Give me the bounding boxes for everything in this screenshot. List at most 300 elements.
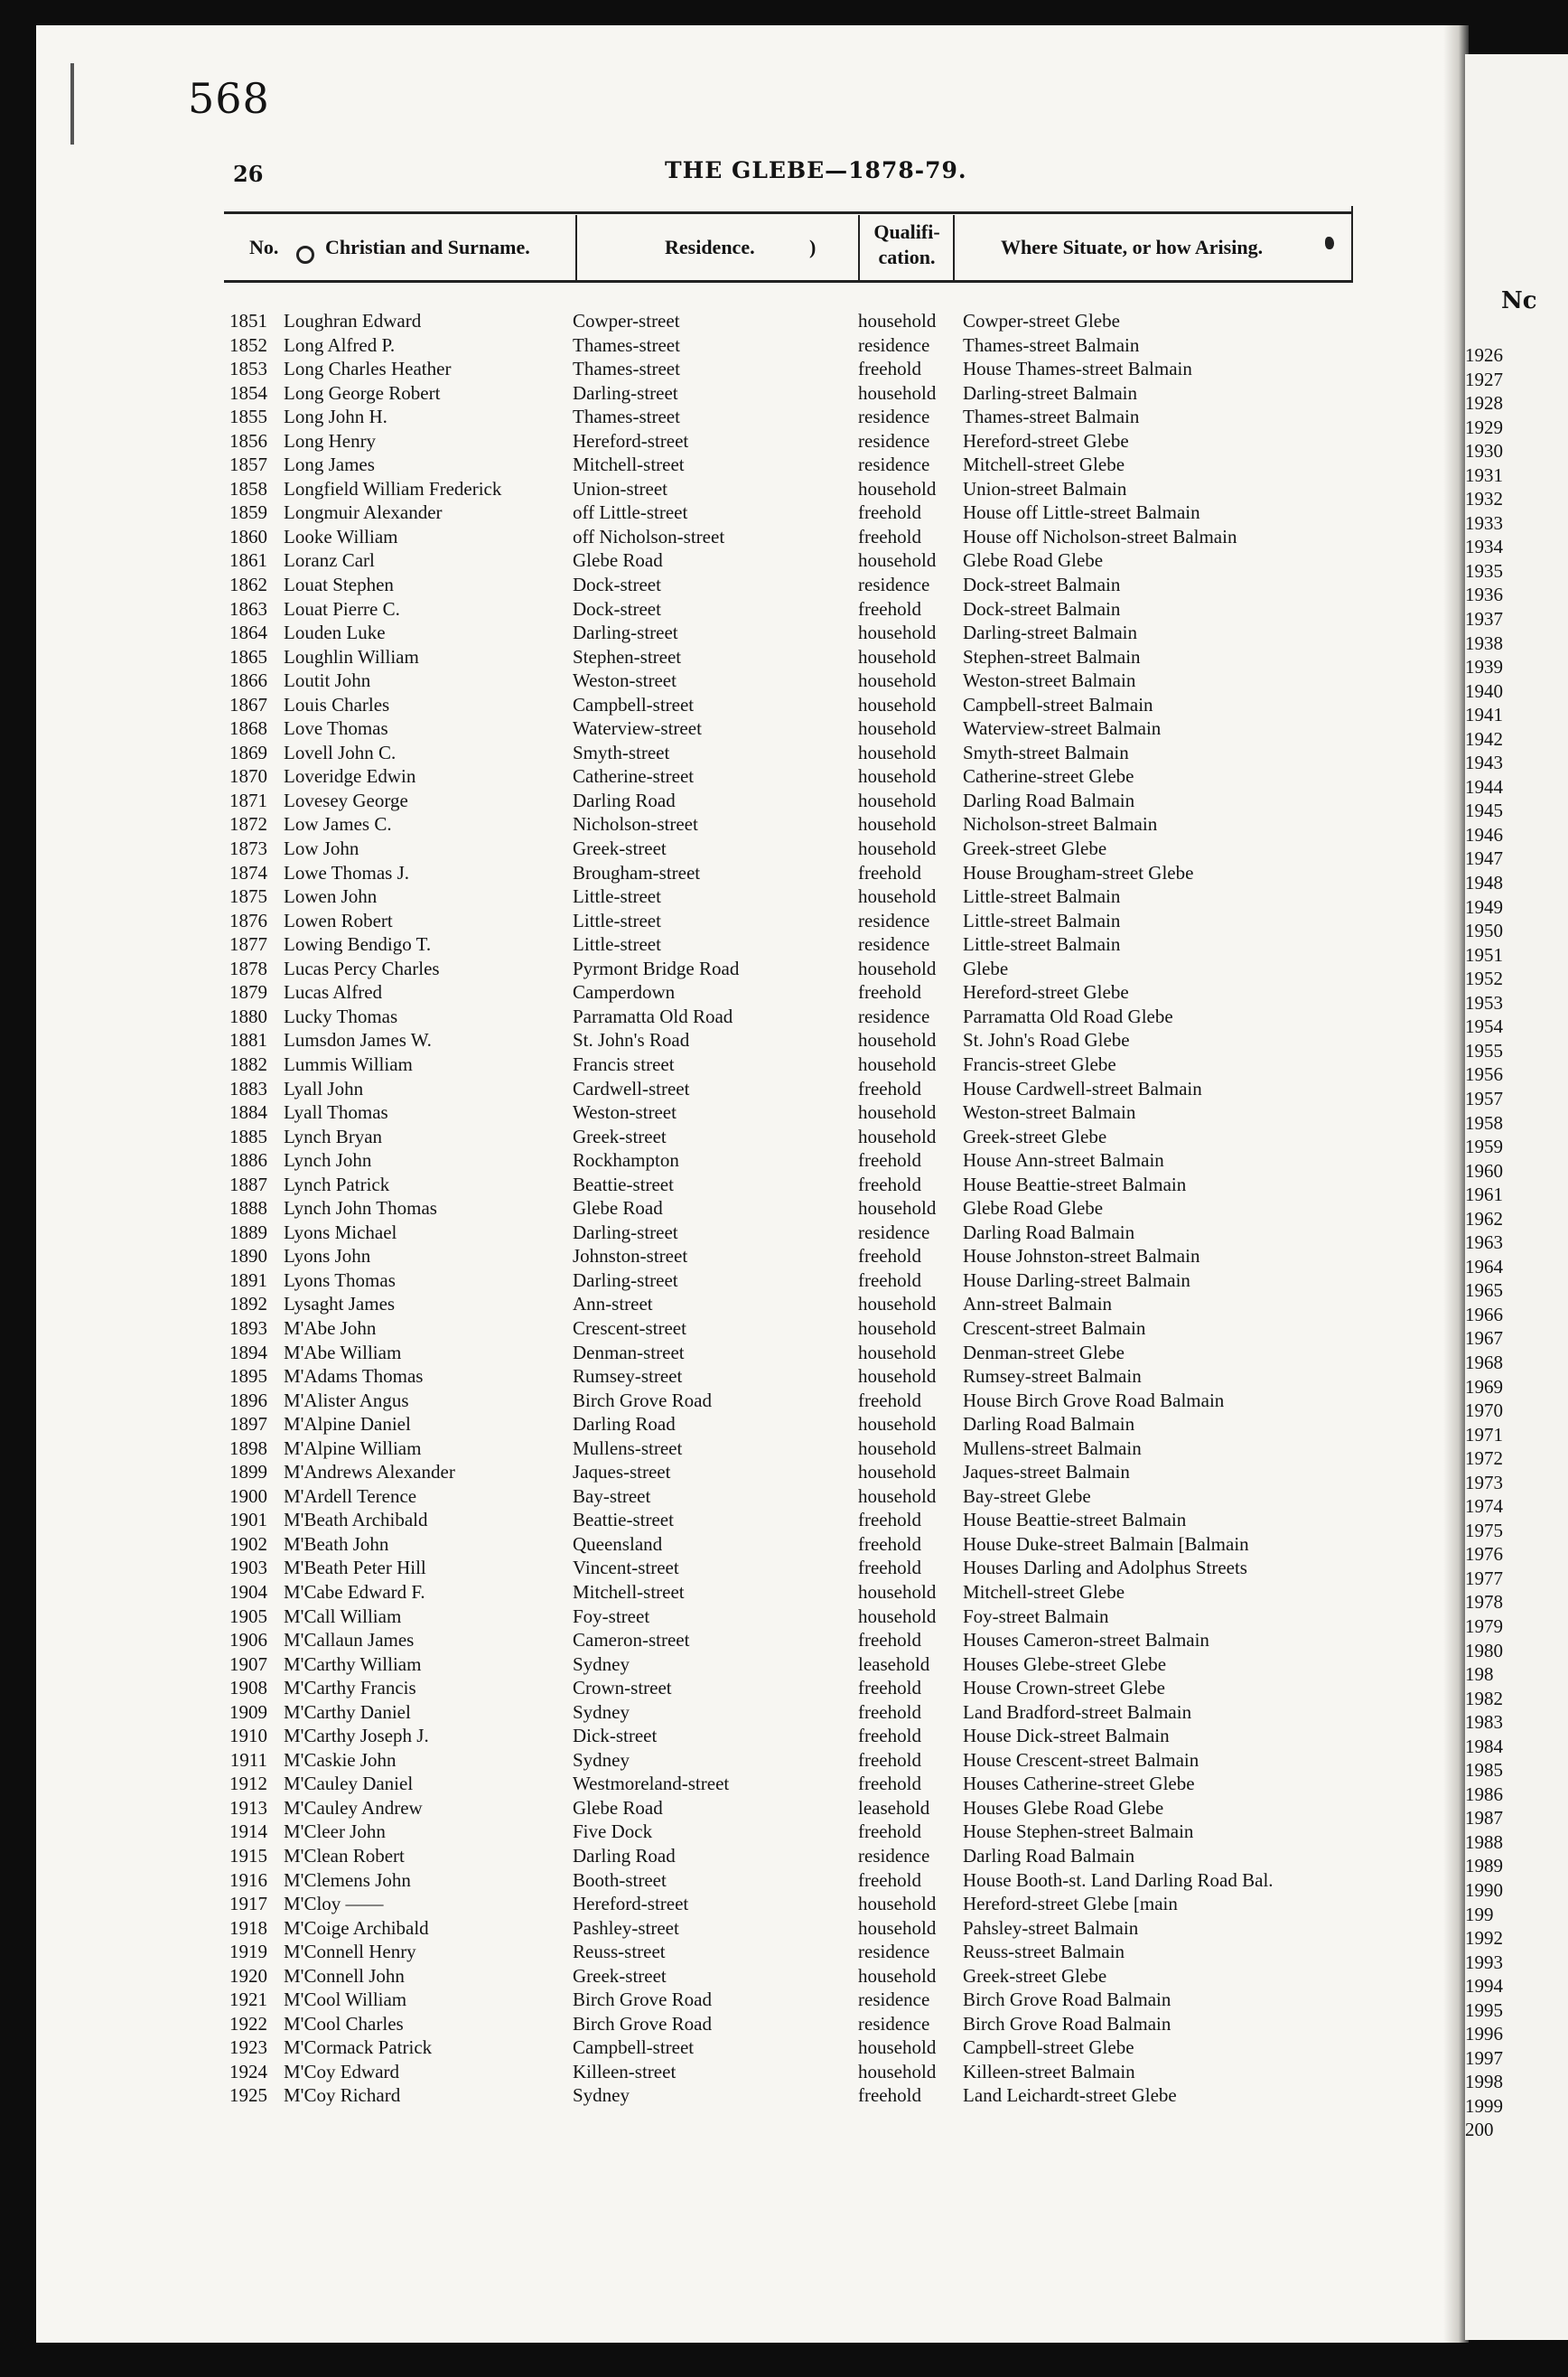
entry-where-situate: House Birch Grove Road Balmain xyxy=(963,1389,1225,1411)
entry-name: Lynch John xyxy=(284,1149,372,1172)
entry-name: M'Cool William xyxy=(284,1989,407,2011)
entry-qualification: household xyxy=(858,1341,937,1363)
entry-number: 1881 xyxy=(229,1029,267,1052)
entry-name: Lucas Percy Charles xyxy=(284,957,440,979)
table-row xyxy=(208,669,1418,693)
entry-qualification: household xyxy=(858,1316,937,1339)
next-page-entry-number: 198 xyxy=(1465,1663,1494,1686)
next-page-entry-number: 1999 xyxy=(1465,2094,1503,2117)
entry-residence: Mitchell-street xyxy=(573,454,685,476)
next-page-edge xyxy=(1465,54,1568,2340)
next-page-entry-number: 1961 xyxy=(1465,1184,1503,1206)
ink-mark xyxy=(296,246,314,264)
entry-residence: St. John's Road xyxy=(573,1029,690,1052)
entry-where-situate: Thames-street Balmain xyxy=(963,333,1140,356)
entry-name: M'Connell Henry xyxy=(284,1941,416,1963)
next-page-entry-number: 1957 xyxy=(1465,1087,1503,1109)
entry-name: M'Alpine William xyxy=(284,1436,422,1459)
entry-number: 1911 xyxy=(229,1748,267,1771)
entry-name: M'Abe John xyxy=(284,1316,377,1339)
entry-where-situate: Birch Grove Road Balmain xyxy=(963,2012,1171,2035)
entry-qualification: freehold xyxy=(858,1389,921,1411)
table-row xyxy=(208,837,1418,861)
next-page-entry-number: 1983 xyxy=(1465,1711,1503,1734)
table-row xyxy=(208,357,1418,381)
entry-where-situate: House Stephen-street Balmain xyxy=(963,1820,1194,1843)
entry-where-situate: Houses Catherine-street Glebe xyxy=(963,1773,1195,1795)
entry-number: 1885 xyxy=(229,1125,267,1147)
entry-qualification: residence xyxy=(858,454,930,476)
table-row xyxy=(208,2060,1418,2084)
table-row xyxy=(208,1844,1418,1868)
table-row xyxy=(208,1676,1418,1700)
entry-where-situate: Bay-street Glebe xyxy=(963,1484,1091,1507)
entry-residence: Nicholson-street xyxy=(573,813,698,836)
entry-qualification: household xyxy=(858,741,937,763)
table-row xyxy=(208,1772,1418,1796)
entry-number: 1903 xyxy=(229,1557,267,1579)
entry-number: 1859 xyxy=(229,501,267,524)
next-page-entry-number: 199 xyxy=(1465,1903,1494,1925)
entry-qualification: household xyxy=(858,2036,937,2059)
entry-qualification: household xyxy=(858,1101,937,1124)
entry-residence: Glebe Road xyxy=(573,1796,663,1819)
entry-number: 1912 xyxy=(229,1773,267,1795)
entry-where-situate: Reuss-street Balmain xyxy=(963,1941,1125,1963)
next-page-entry-number: 1943 xyxy=(1465,752,1503,774)
entry-name: M'Cleer John xyxy=(284,1820,386,1843)
entry-where-situate: House Booth-st. Land Darling Road Bal. xyxy=(963,1868,1274,1891)
entry-name: Lucky Thomas xyxy=(284,1005,398,1027)
entry-residence: Greek-street xyxy=(573,1964,667,1987)
entry-residence: Reuss-street xyxy=(573,1941,666,1963)
header-where: Where Situate, or how Arising. xyxy=(1001,236,1264,258)
entry-name: M'Carthy Daniel xyxy=(284,1700,411,1723)
entry-qualification: residence xyxy=(858,406,930,428)
entry-residence: Pashley-street xyxy=(573,1916,679,1939)
table-row xyxy=(208,1580,1418,1605)
next-page-entry-number: 1945 xyxy=(1465,800,1503,822)
entry-residence: Darling-street xyxy=(573,1268,678,1291)
entry-qualification: residence xyxy=(858,2012,930,2035)
entry-where-situate: Glebe Road Glebe xyxy=(963,1197,1104,1220)
table-row xyxy=(208,812,1418,837)
entry-qualification: freehold xyxy=(858,1149,921,1172)
next-page-entry-number: 1973 xyxy=(1465,1471,1503,1493)
entry-residence: Waterview-street xyxy=(573,717,702,740)
entry-qualification: residence xyxy=(858,933,930,956)
entry-qualification: freehold xyxy=(858,861,921,884)
entry-where-situate: Dock-street Balmain xyxy=(963,597,1121,620)
entry-residence: Dock-street xyxy=(573,574,661,596)
next-page-entry-number: 1953 xyxy=(1465,991,1503,1014)
entry-name: Louat Stephen xyxy=(284,574,394,596)
header-bottom-rule xyxy=(224,280,1353,283)
table-row xyxy=(208,1005,1418,1029)
next-page-entry-number: 1988 xyxy=(1465,1830,1503,1853)
entry-residence: Rockhampton xyxy=(573,1149,679,1172)
entry-name: Louis Charles xyxy=(284,693,390,716)
table-row xyxy=(208,1077,1418,1101)
table-row xyxy=(208,1628,1418,1652)
table-row xyxy=(208,1652,1418,1677)
entry-residence: Sydney xyxy=(573,1700,630,1723)
entry-where-situate: Darling Road Balmain xyxy=(963,789,1135,811)
entry-name: Lyons John xyxy=(284,1245,371,1268)
entry-number: 1855 xyxy=(229,406,267,428)
next-page-entry-number: 1956 xyxy=(1465,1063,1503,1086)
entry-where-situate: Campbell-street Glebe xyxy=(963,2036,1134,2059)
entry-residence: off Little-street xyxy=(573,501,688,524)
table-row xyxy=(208,957,1418,981)
header-divider-2 xyxy=(858,215,860,280)
register-table xyxy=(208,309,1418,2108)
entry-where-situate: Union-street Balmain xyxy=(963,477,1127,500)
entry-name: Lowe Thomas J. xyxy=(284,861,410,884)
entry-name: M'Beath Archibald xyxy=(284,1509,428,1531)
entry-name: M'Abe William xyxy=(284,1341,402,1363)
entry-number: 1895 xyxy=(229,1365,267,1388)
entry-where-situate: Little-street Balmain xyxy=(963,885,1121,908)
entry-where-situate: Jaques-street Balmain xyxy=(963,1461,1130,1483)
entry-where-situate: Darling Road Balmain xyxy=(963,1845,1135,1867)
next-page-entry-number: 1980 xyxy=(1465,1639,1503,1661)
entry-residence: Foy-street xyxy=(573,1605,650,1627)
entry-qualification: freehold xyxy=(858,1245,921,1268)
next-page-entry-number: 1949 xyxy=(1465,895,1503,918)
table-row xyxy=(208,621,1418,645)
table-row xyxy=(208,1892,1418,1916)
entry-where-situate: Crescent-street Balmain xyxy=(963,1316,1146,1339)
entry-where-situate: Greek-street Glebe xyxy=(963,1125,1107,1147)
entry-number: 1893 xyxy=(229,1316,267,1339)
table-row xyxy=(208,1532,1418,1557)
table-row xyxy=(208,764,1418,789)
entry-name: M'Carthy William xyxy=(284,1652,422,1675)
entry-residence: Mitchell-street xyxy=(573,1580,685,1603)
entry-where-situate: House Ann-street Balmain xyxy=(963,1149,1164,1172)
entry-where-situate: Waterview-street Balmain xyxy=(963,717,1162,740)
table-row xyxy=(208,1700,1418,1725)
next-page-entry-number: 1993 xyxy=(1465,1951,1503,1973)
entry-number: 1875 xyxy=(229,885,267,908)
entry-where-situate: Greek-street Glebe xyxy=(963,838,1107,860)
entry-qualification: household xyxy=(858,765,937,788)
entry-number: 1878 xyxy=(229,957,267,979)
table-row xyxy=(208,980,1418,1005)
table-row xyxy=(208,1724,1418,1748)
entry-number: 1924 xyxy=(229,2060,267,2082)
entry-residence: Cowper-street xyxy=(573,310,680,332)
entry-number: 1871 xyxy=(229,789,267,811)
entry-number: 1908 xyxy=(229,1677,267,1699)
entry-qualification: freehold xyxy=(858,981,921,1004)
table-row xyxy=(208,501,1418,525)
next-page-entry-number: 1936 xyxy=(1465,584,1503,606)
table-row xyxy=(208,1268,1418,1293)
next-page-entry-number: 1935 xyxy=(1465,559,1503,582)
entry-name: Loutit John xyxy=(284,669,371,692)
entry-name: M'Cormack Patrick xyxy=(284,2036,433,2059)
table-row xyxy=(208,1748,1418,1773)
entry-name: Looke William xyxy=(284,525,398,547)
entry-residence: Booth-street xyxy=(573,1868,667,1891)
entry-residence: Five Dock xyxy=(573,1820,653,1843)
entry-residence: Darling Road xyxy=(573,1413,676,1436)
entry-residence: Hereford-street xyxy=(573,429,689,452)
entry-where-situate: Land Leichardt-street Glebe xyxy=(963,2084,1177,2107)
entry-where-situate: Glebe xyxy=(963,957,1009,979)
entry-number: 1907 xyxy=(229,1652,267,1675)
table-row xyxy=(208,1484,1418,1509)
entry-number: 1919 xyxy=(229,1941,267,1963)
page-stamp: 568 xyxy=(188,74,270,123)
binding-mark xyxy=(70,63,74,145)
next-page-entry-number: 1929 xyxy=(1465,416,1503,438)
entry-residence: Ann-street xyxy=(573,1293,653,1315)
entry-residence: Jaques-street xyxy=(573,1461,671,1483)
next-page-entry-number: 1930 xyxy=(1465,440,1503,463)
entry-where-situate: Hereford-street Glebe xyxy=(963,429,1129,452)
next-page-entry-number: 1962 xyxy=(1465,1207,1503,1230)
entry-qualification: household xyxy=(858,1029,937,1052)
entry-where-situate: Mitchell-street Glebe xyxy=(963,454,1125,476)
entry-where-situate: House off Nicholson-street Balmain xyxy=(963,525,1237,547)
next-page-entry-number: 1979 xyxy=(1465,1614,1503,1637)
entry-qualification: freehold xyxy=(858,1868,921,1891)
entry-number: 1880 xyxy=(229,1005,267,1027)
entry-qualification: residence xyxy=(858,1941,930,1963)
entry-number: 1883 xyxy=(229,1077,267,1100)
next-page-entry-number: 1986 xyxy=(1465,1783,1503,1805)
entry-residence: Cardwell-street xyxy=(573,1077,690,1100)
entry-number: 1865 xyxy=(229,645,267,668)
entry-name: Lowing Bendigo T. xyxy=(284,933,432,956)
header-divider-1 xyxy=(575,215,577,280)
next-page-entry-number: 1947 xyxy=(1465,847,1503,870)
entry-name: Lyall John xyxy=(284,1077,364,1100)
next-page-entry-number: 1934 xyxy=(1465,536,1503,558)
entry-residence: Cameron-street xyxy=(573,1629,690,1652)
entry-residence: Beattie-street xyxy=(573,1173,674,1195)
entry-number: 1884 xyxy=(229,1101,267,1124)
next-page-entry-number: 1948 xyxy=(1465,872,1503,894)
entry-where-situate: Dock-street Balmain xyxy=(963,574,1121,596)
entry-name: Longmuir Alexander xyxy=(284,501,443,524)
entry-qualification: household xyxy=(858,1893,937,1915)
entry-residence: Sydney xyxy=(573,1748,630,1771)
entry-where-situate: Houses Glebe-street Glebe xyxy=(963,1652,1167,1675)
entry-number: 1857 xyxy=(229,454,267,476)
next-page-entry-number: 1938 xyxy=(1465,632,1503,654)
entry-number: 1870 xyxy=(229,765,267,788)
entry-residence: Mullens-street xyxy=(573,1436,683,1459)
entry-residence: Darling Road xyxy=(573,1845,676,1867)
entry-number: 1915 xyxy=(229,1845,267,1867)
entry-qualification: freehold xyxy=(858,1820,921,1843)
entry-qualification: household xyxy=(858,1964,937,1987)
entry-qualification: household xyxy=(858,1461,937,1483)
entry-where-situate: St. John's Road Glebe xyxy=(963,1029,1130,1052)
entry-name: Lucas Alfred xyxy=(284,981,383,1004)
table-row xyxy=(208,861,1418,885)
entry-number: 1916 xyxy=(229,1868,267,1891)
entry-name: M'Cauley Daniel xyxy=(284,1773,414,1795)
next-page-entry-number: 1976 xyxy=(1465,1543,1503,1566)
entry-number: 1899 xyxy=(229,1461,267,1483)
table-row xyxy=(208,1125,1418,1149)
entry-name: M'Cabe Edward F. xyxy=(284,1580,425,1603)
entry-name: Lysaght James xyxy=(284,1293,396,1315)
header-residence-mark: ) xyxy=(809,236,817,258)
entry-number: 1897 xyxy=(229,1413,267,1436)
entry-where-situate: House Beattie-street Balmain xyxy=(963,1173,1187,1195)
entry-where-situate: Cowper-street Glebe xyxy=(963,310,1120,332)
table-row xyxy=(208,1173,1418,1197)
entry-residence: Campbell-street xyxy=(573,2036,695,2059)
entry-name: Long John H. xyxy=(284,406,387,428)
entry-name: M'Adams Thomas xyxy=(284,1365,424,1388)
entry-name: Lowen John xyxy=(284,885,378,908)
entry-name: Lummis William xyxy=(284,1053,413,1075)
entry-qualification: household xyxy=(858,717,937,740)
entry-qualification: freehold xyxy=(858,1557,921,1579)
entry-name: Loughran Edward xyxy=(284,310,422,332)
entry-where-situate: Birch Grove Road Balmain xyxy=(963,1989,1171,2011)
next-page-entry-number: 1971 xyxy=(1465,1423,1503,1446)
entry-name: Low James C. xyxy=(284,813,392,836)
table-row xyxy=(208,548,1418,573)
entry-qualification: freehold xyxy=(858,358,921,380)
next-page-entry-number: 1932 xyxy=(1465,488,1503,510)
entry-name: M'Coy Edward xyxy=(284,2060,400,2082)
entry-qualification: household xyxy=(858,645,937,668)
table-row xyxy=(208,1341,1418,1365)
entry-number: 1890 xyxy=(229,1245,267,1268)
entry-where-situate: Killeen-street Balmain xyxy=(963,2060,1135,2082)
entry-name: Long Alfred P. xyxy=(284,333,396,356)
header-top-rule xyxy=(224,211,1353,214)
entry-number: 1873 xyxy=(229,838,267,860)
entry-qualification: residence xyxy=(858,1005,930,1027)
entry-name: Long Henry xyxy=(284,429,377,452)
entry-where-situate: Francis-street Glebe xyxy=(963,1053,1116,1075)
entry-where-situate: Catherine-street Glebe xyxy=(963,765,1134,788)
next-page-entry-number: 1992 xyxy=(1465,1927,1503,1950)
entry-name: M'Connell John xyxy=(284,1964,405,1987)
entry-residence: Weston-street xyxy=(573,1101,677,1124)
entry-where-situate: House Duke-street Balmain [Balmain xyxy=(963,1532,1249,1555)
table-row xyxy=(208,716,1418,741)
next-page-entry-number: 1951 xyxy=(1465,943,1503,966)
entry-residence: Stephen-street xyxy=(573,645,682,668)
next-page-entry-number: 1946 xyxy=(1465,823,1503,846)
entry-name: M'Coy Richard xyxy=(284,2084,401,2107)
entry-qualification: household xyxy=(858,885,937,908)
next-page-entry-number: 1963 xyxy=(1465,1231,1503,1254)
table-row xyxy=(208,645,1418,669)
entry-qualification: household xyxy=(858,669,937,692)
table-row xyxy=(208,453,1418,477)
table-row xyxy=(208,405,1418,429)
next-page-entry-number: 1982 xyxy=(1465,1687,1503,1709)
entry-qualification: household xyxy=(858,1293,937,1315)
entry-qualification: freehold xyxy=(858,1629,921,1652)
entry-number: 1920 xyxy=(229,1964,267,1987)
entry-qualification: household xyxy=(858,1580,937,1603)
entry-number: 1921 xyxy=(229,1989,267,2011)
next-page-number-list xyxy=(1465,343,1503,2142)
header-divider-4 xyxy=(1351,206,1353,280)
table-row xyxy=(208,1508,1418,1532)
entry-qualification: freehold xyxy=(858,1268,921,1291)
next-page-entry-number: 1989 xyxy=(1465,1855,1503,1877)
entry-number: 1902 xyxy=(229,1532,267,1555)
entry-name: Louden Luke xyxy=(284,622,386,644)
entry-qualification: residence xyxy=(858,1845,930,1867)
entry-number: 1918 xyxy=(229,1916,267,1939)
entry-where-situate: Hereford-street Glebe [main xyxy=(963,1893,1178,1915)
next-page-entry-number: 1954 xyxy=(1465,1015,1503,1038)
entry-where-situate: House Darling-street Balmain xyxy=(963,1268,1190,1291)
table-row xyxy=(208,573,1418,597)
table-row xyxy=(208,2035,1418,2060)
entry-residence: Westmoreland-street xyxy=(573,1773,730,1795)
entry-where-situate: House Beattie-street Balmain xyxy=(963,1509,1187,1531)
entry-where-situate: Houses Cameron-street Balmain xyxy=(963,1629,1209,1652)
entry-qualification: freehold xyxy=(858,2084,921,2107)
entry-residence: Dock-street xyxy=(573,597,661,620)
table-row xyxy=(208,1460,1418,1484)
table-row xyxy=(208,597,1418,622)
next-page-entry-number: 1944 xyxy=(1465,775,1503,798)
header-no: No. xyxy=(249,236,279,258)
entry-qualification: leasehold xyxy=(858,1652,930,1675)
entry-name: Lyons Thomas xyxy=(284,1268,396,1291)
entry-name: M'Coige Archibald xyxy=(284,1916,429,1939)
table-row xyxy=(208,1244,1418,1268)
entry-name: M'Beath John xyxy=(284,1532,389,1555)
entry-qualification: freehold xyxy=(858,1748,921,1771)
entry-where-situate: Darling Road Balmain xyxy=(963,1413,1135,1436)
entry-where-situate: Glebe Road Glebe xyxy=(963,549,1104,572)
next-page-entry-number: 1933 xyxy=(1465,511,1503,534)
running-title: THE GLEBE—1878-79. xyxy=(665,157,967,183)
next-page-entry-number: 1959 xyxy=(1465,1136,1503,1158)
table-row xyxy=(208,1796,1418,1820)
entry-number: 1913 xyxy=(229,1796,267,1819)
table-row xyxy=(208,884,1418,909)
table-row xyxy=(208,1316,1418,1341)
entry-name: M'Caskie John xyxy=(284,1748,397,1771)
entry-name: M'Carthy Joseph J. xyxy=(284,1725,429,1747)
page-number: 26 xyxy=(233,161,264,187)
entry-where-situate: House Crescent-street Balmain xyxy=(963,1748,1199,1771)
entry-where-situate: Ann-street Balmain xyxy=(963,1293,1113,1315)
entry-name: M'Callaun James xyxy=(284,1629,415,1652)
entry-qualification: freehold xyxy=(858,1509,921,1531)
table-row xyxy=(208,1820,1418,1844)
entry-name: Lowen Robert xyxy=(284,909,393,931)
next-page-entry-number: 1998 xyxy=(1465,2071,1503,2093)
entry-residence: Birch Grove Road xyxy=(573,2012,712,2035)
next-page-entry-number: 1952 xyxy=(1465,968,1503,990)
entry-residence: Denman-street xyxy=(573,1341,685,1363)
entry-qualification: household xyxy=(858,381,937,404)
entry-residence: Greek-street xyxy=(573,838,667,860)
entry-residence: Glebe Road xyxy=(573,549,663,572)
entry-qualification: household xyxy=(858,1484,937,1507)
